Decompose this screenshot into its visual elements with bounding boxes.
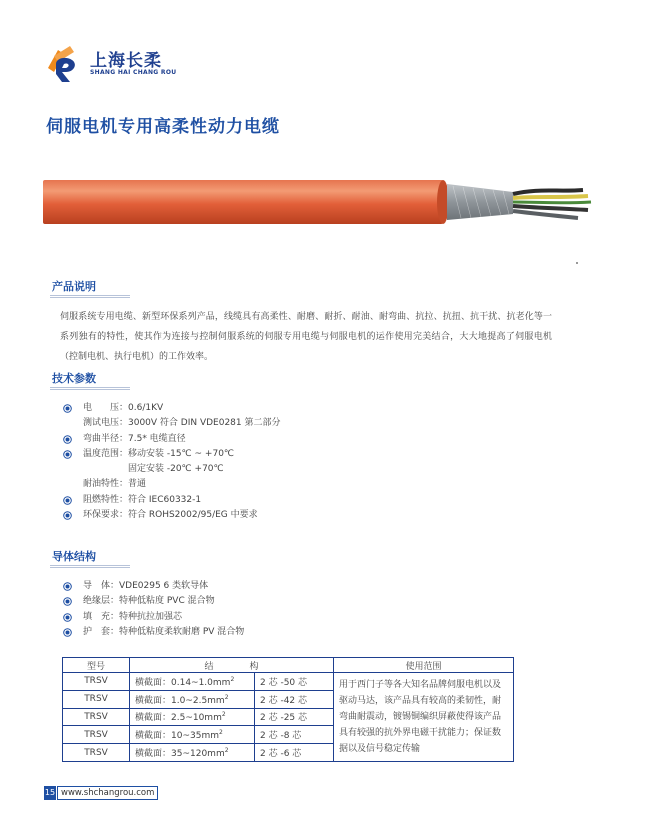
cell-model: TRSV (63, 690, 130, 708)
cell-area-superscript: 2 (224, 693, 229, 701)
section-heading-conductor (52, 548, 96, 564)
bullet-icon (63, 597, 72, 606)
tech-param-text: 阻燃特性：符合 IEC60332-1 (83, 494, 202, 505)
cell-cores: 2 芯 -50 芯 (255, 673, 334, 691)
section-heading-conductor-label: 导体结构 (52, 550, 96, 563)
header-structure: 结 构 (130, 658, 334, 673)
conductor-item-text: 导 体：VDE0295 6 类软导体 (83, 581, 209, 591)
stray-dot (576, 262, 578, 264)
cell-model: TRSV (63, 708, 130, 726)
cell-area-superscript: 2 (230, 675, 235, 683)
cell-model: TRSV (63, 726, 130, 744)
bullet-icon (63, 511, 72, 520)
cell-cores: 2 芯 -6 芯 (255, 744, 334, 762)
logo-mark-icon (44, 42, 86, 84)
tech-param-text: 温度范围：移动安装 -15℃ ~ +70℃ (83, 448, 235, 459)
conductor-item-text: 护 套：特种低粘度柔软耐磨 PV 混合物 (83, 626, 245, 637)
bullet-icon (63, 450, 72, 459)
conductor-item-text: 绝缘层：特种低粘度 PVC 混合物 (83, 596, 215, 607)
tech-param-text: 测试电压：3000V 符合 DIN VDE0281 第二部分 (83, 418, 281, 429)
bullet-icon (63, 404, 72, 413)
section-rule (50, 565, 130, 566)
cable-image (43, 178, 593, 226)
brand-name-cn: 上海长柔 (90, 51, 162, 71)
header-usage: 使用范围 (334, 658, 514, 673)
page-number: 15 (44, 786, 56, 800)
cell-cores: 2 芯 -25 芯 (255, 708, 334, 726)
cell-area-superscript: 2 (218, 729, 223, 737)
bullet-icon (63, 435, 72, 444)
header-model: 型号 (63, 658, 130, 673)
table-header-row (63, 658, 514, 673)
cell-area (130, 726, 255, 744)
description-text: 伺服系统专用电缆、新型环保系列产品，线缆具有高柔性、耐磨、耐折、耐油、耐弯曲、抗拉、抗扭、抗干扰、抗老化等一系列独有的特性，使其作为连接与控制伺服系统的伺服专用电缆与伺服电机的运作使用完美结合，大大地提高了伺服电机（控制电机、执行电机）的工作效率。 (60, 312, 552, 362)
section-heading-tech-label: 技术参数 (52, 372, 96, 385)
cell-area-text: 横截面：1.0~2.5mm (135, 695, 225, 706)
section-heading-description (52, 278, 96, 294)
table-row (63, 673, 514, 691)
cell-area-superscript: 2 (221, 711, 226, 719)
page-title: 伺服电机专用高柔性动力电缆 (46, 117, 280, 137)
table-body (63, 673, 514, 762)
section-rule (50, 387, 130, 388)
section-rule (50, 389, 130, 390)
bullet-icon (63, 582, 72, 591)
cell-model: TRSV (63, 673, 130, 691)
cell-cores: 2 芯 -42 芯 (255, 690, 334, 708)
bullet-icon (63, 628, 72, 637)
cell-area (130, 673, 255, 691)
section-rule (50, 567, 130, 568)
brand-logo (44, 40, 204, 86)
tech-param-text: 环保要求：符合 ROHS2002/95/EG 中要求 (83, 510, 258, 521)
section-heading-description-label: 产品说明 (52, 280, 96, 293)
cell-cores: 2 芯 -8 芯 (255, 726, 334, 744)
cell-model: TRSV (63, 744, 130, 762)
cell-area-superscript: 2 (224, 747, 229, 755)
tech-param-text: 弯曲半径：7.5* 电缆直径 (83, 433, 186, 444)
cell-area-text: 横截面：2.5~10mm (135, 713, 222, 724)
section-heading-tech (52, 370, 96, 386)
conductor-item-text: 填 充：特种抗拉加强芯 (83, 611, 183, 622)
tech-param-text: 电 压：0.6/1KV (83, 403, 164, 413)
brand-name-en: SHANG HAI CHANG ROU (90, 69, 177, 76)
cell-area (130, 744, 255, 762)
cell-usage: 用于西门子等各大知名品牌伺服电机以及驱动马达，该产品具有较高的柔韧性，耐弯曲耐震动，镀锡铜编织屏蔽使得该产品具有较强的抗外界电磁干扰能力；保证数据以及信号稳定传输 (334, 673, 514, 762)
cell-area-text: 横截面：35~120mm (135, 749, 225, 760)
tech-param-text: 固定安装 -20℃ +70℃ (83, 464, 224, 475)
section-rule (50, 295, 130, 296)
cell-area-text: 横截面：0.14~1.0mm (135, 677, 231, 688)
cell-area-text: 横截面：10~35mm (135, 731, 219, 742)
cell-area (130, 690, 255, 708)
bullet-icon (63, 613, 72, 622)
section-rule (50, 297, 130, 298)
cell-area (130, 708, 255, 726)
website-url[interactable]: www.shchangrou.com (57, 786, 158, 800)
bullet-icon (63, 496, 72, 505)
spec-table (62, 657, 514, 762)
tech-param-text: 耐油特性：普通 (83, 479, 147, 490)
